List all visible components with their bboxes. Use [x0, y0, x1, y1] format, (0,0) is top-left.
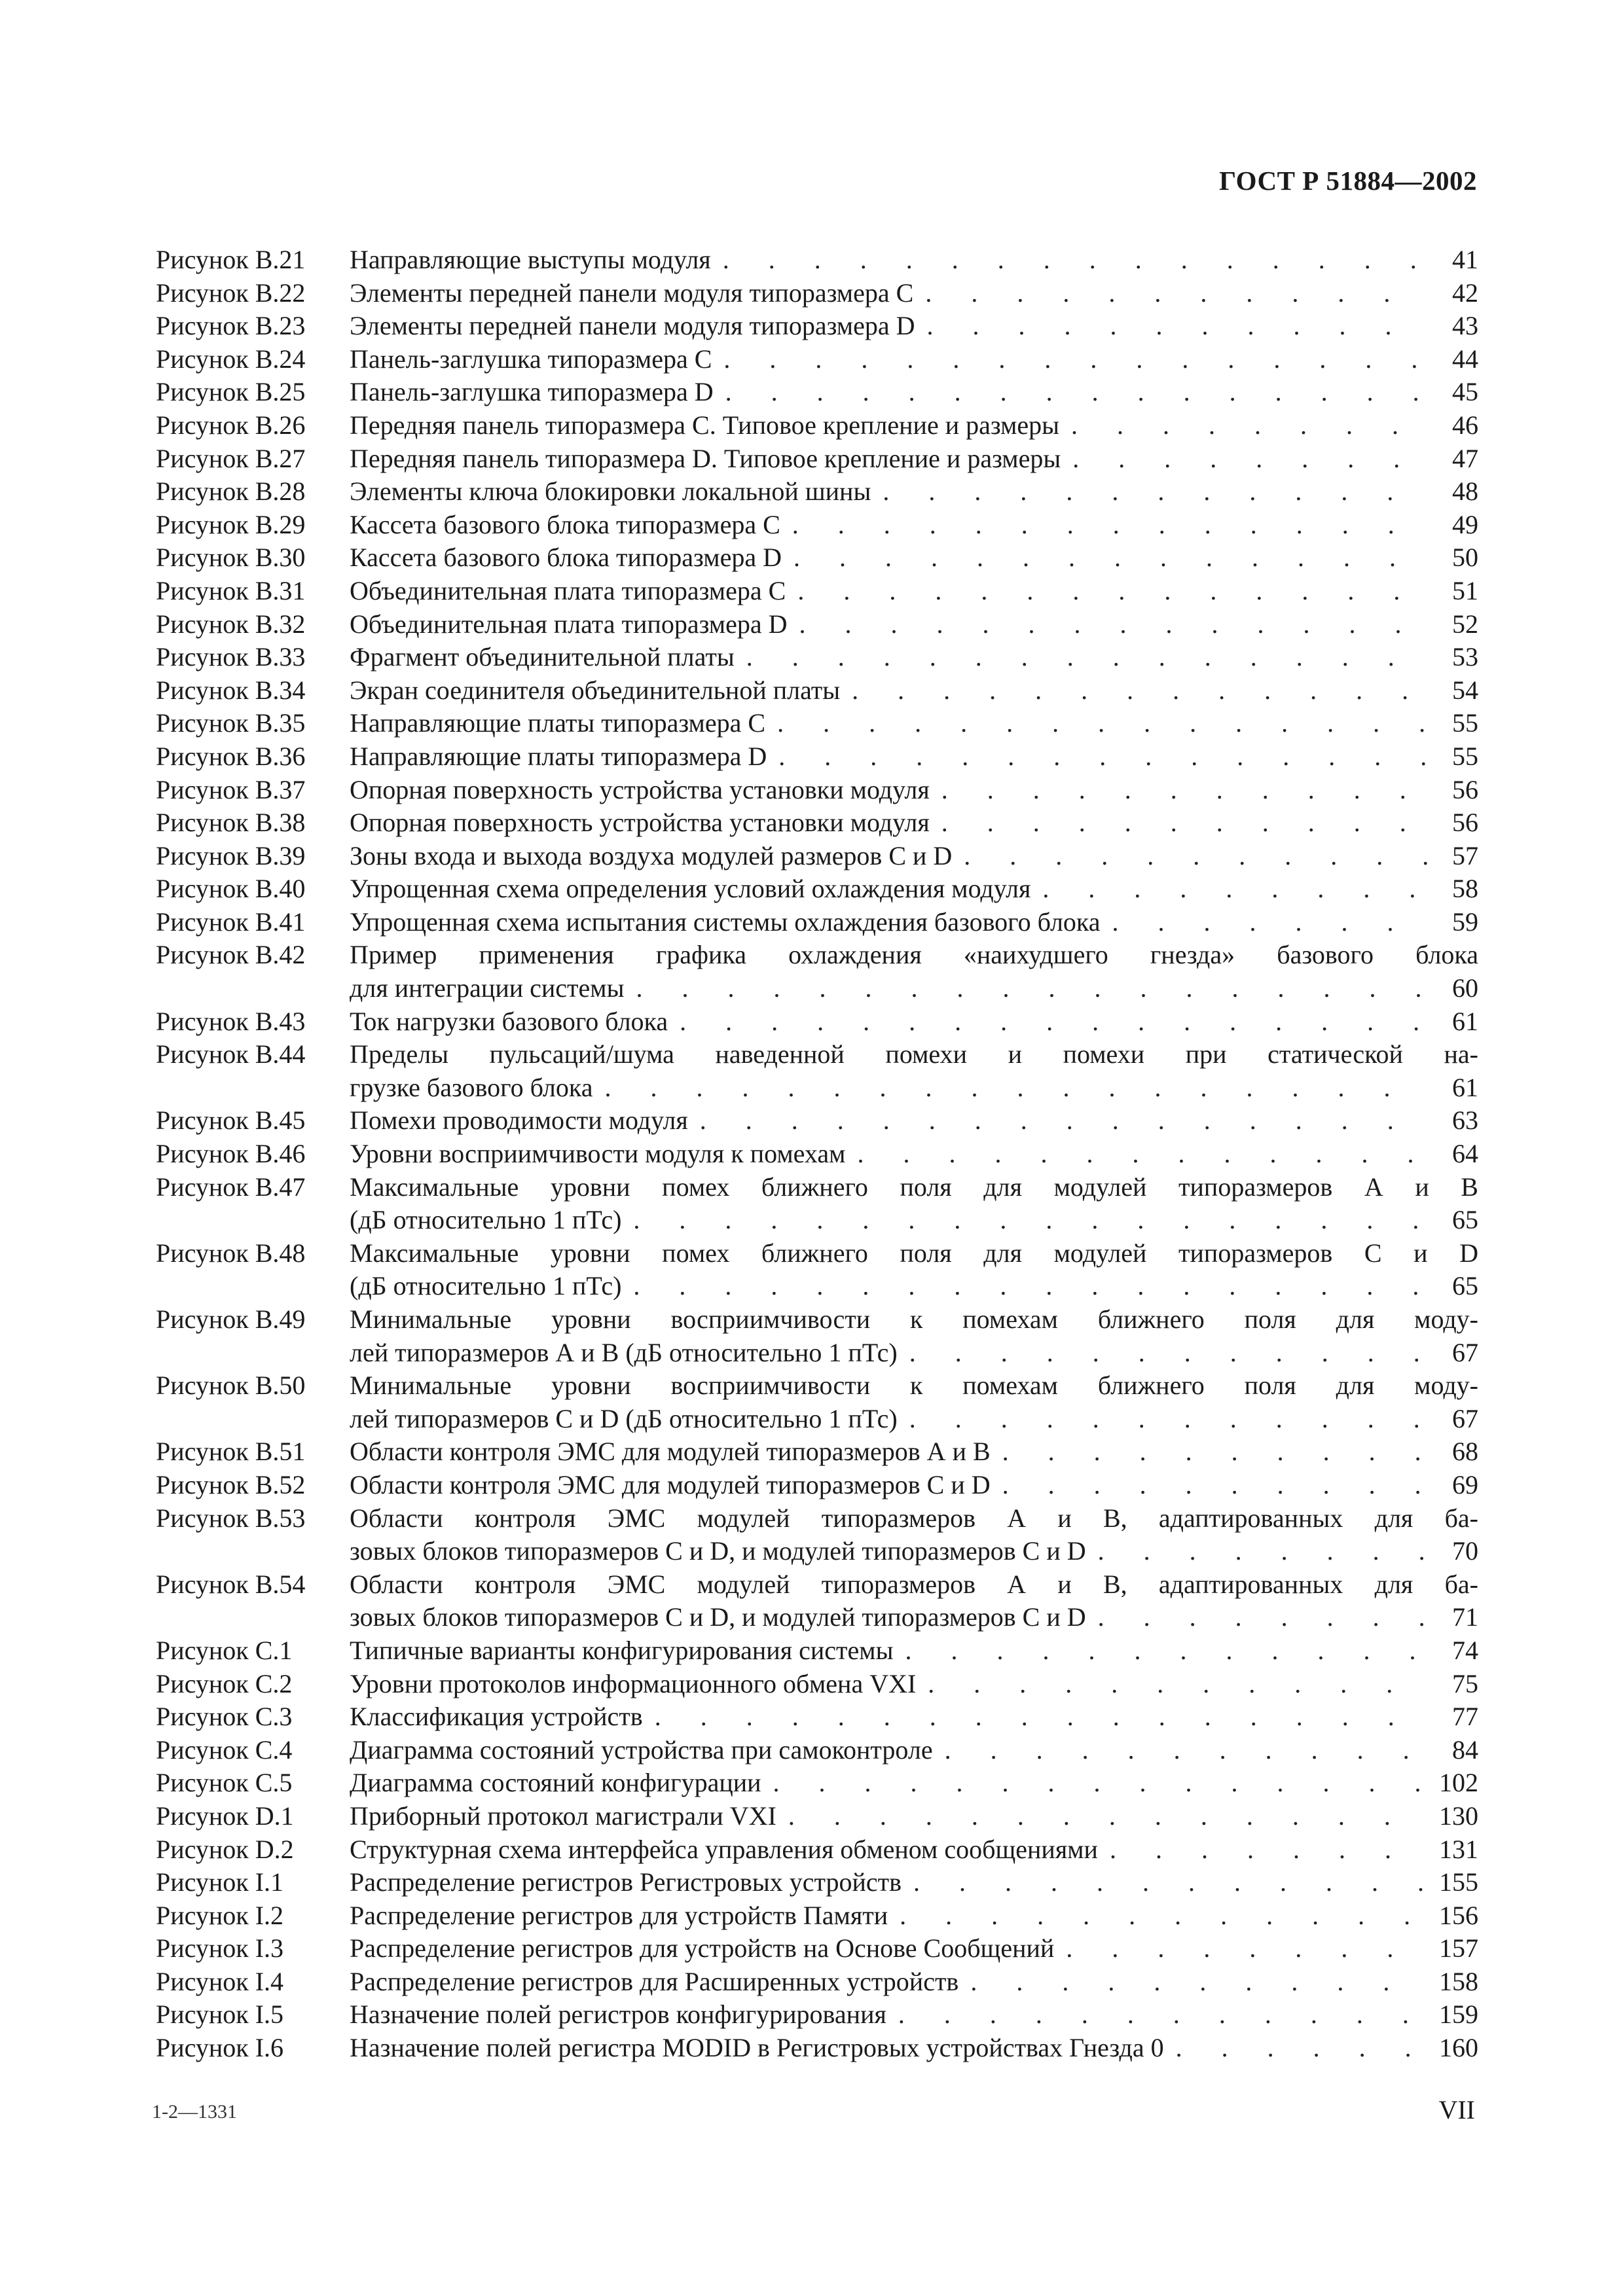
dot-leader: [735, 641, 1431, 674]
caption-line: зовых блоков типоразмеров С и D, и модулей типоразмеров С и D: [350, 1536, 1086, 1566]
caption-line: Уровни восприимчивости модуля к помехам: [350, 1139, 846, 1169]
caption-line: Структурная схема интерфейса управления обменом сообщениями: [350, 1834, 1098, 1864]
page-ref: 159: [1439, 2000, 1478, 2030]
dot-leader: [1054, 1932, 1430, 1965]
page-ref: 158: [1439, 1966, 1478, 1996]
figure-label: Рисунок В.21: [156, 245, 306, 274]
figure-label: Рисунок С.5: [156, 1768, 293, 1798]
caption-line: Пример применения графика охлаждения «наихудшего гнезда» базового блока: [350, 940, 1478, 970]
dot-leader: [898, 1336, 1431, 1370]
caption-line: Опорная поверхность устройства установки модуля: [350, 774, 930, 804]
figure-label: Рисунок В.45: [156, 1105, 306, 1136]
dot-leader: [643, 1700, 1431, 1734]
page-ref: 67: [1452, 1403, 1478, 1433]
dot-leader: [952, 840, 1431, 873]
page-ref: 102: [1439, 1768, 1478, 1798]
page-ref: 59: [1452, 906, 1478, 937]
figure-caption: [350, 277, 1478, 310]
dot-leader: [761, 1767, 1430, 1800]
figure-label: Рисунок В.26: [156, 410, 306, 440]
caption-line: зовых блоков типоразмеров С и D, и модулей типоразмеров С и D: [350, 1602, 1086, 1632]
toc-entry: [156, 1899, 1478, 1933]
toc-entry: [156, 806, 1478, 840]
figure-caption: [350, 1038, 1478, 1104]
caption-line: Экран соединителя объединительной платы: [350, 675, 841, 705]
toc-entry: [156, 1932, 1478, 1965]
caption-line: Диаграмма состояний устройства при самоконтроле: [350, 1734, 933, 1765]
dot-leader: [1061, 442, 1431, 476]
caption-line: Ток нагрузки базового блока: [350, 1006, 668, 1036]
caption-line: Назначение полей регистров конфигурирования: [350, 2000, 886, 2030]
figure-caption: [350, 641, 1478, 674]
toc-entry: [156, 939, 1478, 1005]
figure-caption: [350, 1303, 1478, 1369]
dot-leader: [1086, 1601, 1431, 1634]
caption-line: Панель-заглушка типоразмера С: [350, 344, 712, 374]
page-ref: 53: [1452, 642, 1478, 672]
page-ref: 160: [1439, 2033, 1478, 2063]
print-code: 1-2—1331: [152, 2101, 237, 2123]
dot-leader: [930, 774, 1431, 807]
caption-line: Распределение регистров Регистровых устройств: [350, 1867, 902, 1897]
figure-label: Рисунок В.42: [156, 940, 306, 970]
toc-entry: [156, 1005, 1478, 1039]
caption-line: Распределение регистров для устройств на Основе Сообщений: [350, 1933, 1055, 1964]
toc-entry: [156, 277, 1478, 310]
caption-line: Элементы передней панели модуля типоразмера D: [350, 311, 915, 341]
figure-caption: [350, 707, 1478, 740]
figure-caption: [350, 509, 1478, 542]
figure-label: Рисунок D.1: [156, 1801, 294, 1831]
figure-label: Рисунок В.51: [156, 1437, 306, 1467]
figure-label: Рисунок В.41: [156, 906, 306, 937]
caption-line: Области контроля ЭМС модулей типоразмеров А и В, адаптированных для ба-: [350, 1503, 1478, 1533]
figure-label: Рисунок В.52: [156, 1469, 306, 1499]
figure-caption: [350, 376, 1478, 409]
caption-line: Объединительная плата типоразмера D: [350, 609, 788, 639]
dot-leader: [1059, 409, 1431, 442]
dot-leader: [913, 277, 1431, 310]
dot-leader: [688, 1104, 1431, 1138]
figure-label: Рисунок С.4: [156, 1734, 293, 1765]
caption-line: Пределы пульсаций/шума наведенной помехи и помехи при статической на-: [350, 1039, 1478, 1069]
figure-caption: [350, 1005, 1478, 1039]
dot-leader: [1086, 1535, 1431, 1568]
dot-leader: [788, 608, 1431, 641]
figure-caption: [350, 1634, 1478, 1668]
figure-caption: [350, 872, 1478, 906]
figure-label: Рисунок В.24: [156, 344, 306, 374]
toc-entry: [156, 1965, 1478, 1999]
figure-caption: [350, 840, 1478, 873]
figure-label: Рисунок В.30: [156, 543, 306, 573]
toc-entry: [156, 1369, 1478, 1435]
caption-line: Максимальные уровни помех ближнего поля для модулей типоразмеров С и D: [350, 1238, 1478, 1268]
toc-entry: [156, 1303, 1478, 1369]
dot-leader: [915, 310, 1431, 343]
caption-line: Объединительная плата типоразмера С: [350, 575, 786, 605]
dot-leader: [1100, 906, 1431, 939]
caption-line: Направляющие платы типоразмера D: [350, 741, 767, 771]
page-ref: 50: [1452, 543, 1478, 573]
toc-entry: [156, 840, 1478, 873]
page-ref: 43: [1452, 311, 1478, 341]
caption-line: Распределение регистров для устройств Памяти: [350, 1900, 888, 1930]
dot-leader: [767, 740, 1431, 774]
caption-line: Классификация устройств: [350, 1702, 643, 1732]
dot-leader: [621, 1270, 1431, 1303]
toc-entry: [156, 674, 1478, 708]
figure-caption: [350, 1700, 1478, 1734]
figure-caption: [350, 2032, 1478, 2065]
toc-entry: [156, 509, 1478, 542]
toc-entry: [156, 1469, 1478, 1502]
toc-entry: [156, 1767, 1478, 1800]
figure-caption: [350, 310, 1478, 343]
toc-entry: [156, 376, 1478, 409]
toc-entry: [156, 608, 1478, 641]
page-ref: 131: [1439, 1834, 1478, 1864]
figure-label: Рисунок В.47: [156, 1172, 306, 1202]
dot-leader: [871, 475, 1431, 509]
figure-caption: [350, 1932, 1478, 1965]
figure-label: Рисунок В.35: [156, 708, 306, 738]
dot-leader: [711, 243, 1431, 277]
page-ref: 49: [1452, 509, 1478, 539]
figure-label: Рисунок В.29: [156, 509, 306, 539]
dot-leader: [714, 376, 1431, 409]
page-ref: 130: [1439, 1801, 1478, 1831]
figure-label: Рисунок В.54: [156, 1569, 306, 1599]
page-ref: 71: [1452, 1602, 1478, 1632]
figure-label: Рисунок I.5: [156, 2000, 284, 2030]
dot-leader: [991, 1469, 1431, 1502]
figure-caption: [350, 1237, 1478, 1303]
page-ref: 61: [1452, 1072, 1478, 1102]
figure-label: Рисунок В.36: [156, 741, 306, 771]
caption-line: грузке базового блока: [350, 1072, 593, 1102]
caption-line: Диаграмма состояний конфигурации: [350, 1768, 761, 1798]
figure-caption: [350, 674, 1478, 708]
dot-leader: [886, 1998, 1430, 2032]
figure-label: Рисунок В.22: [156, 278, 306, 308]
page-ref: 54: [1452, 675, 1478, 705]
page-ref: 84: [1452, 1734, 1478, 1765]
figure-caption: [350, 243, 1478, 277]
figure-caption: [350, 343, 1478, 376]
figure-label: Рисунок С.1: [156, 1635, 293, 1665]
figure-caption: [350, 442, 1478, 476]
caption-line: Элементы передней панели модуля типоразмера С: [350, 278, 914, 308]
caption-line: Типичные варианты конфигурирования системы: [350, 1635, 894, 1665]
page-ref: 65: [1452, 1205, 1478, 1235]
toc-entry: [156, 1171, 1478, 1237]
dot-leader: [1164, 2032, 1430, 2065]
caption-line: Кассета базового блока типоразмера D: [350, 543, 782, 573]
caption-line: Передняя панель типоразмера D. Типовое крепление и размеры: [350, 443, 1061, 473]
toc-entry: [156, 1734, 1478, 1767]
toc-entry: [156, 872, 1478, 906]
caption-line: Упрощенная схема определения условий охлаждения модуля: [350, 874, 1031, 904]
caption-line: для интеграции системы: [350, 973, 625, 1003]
toc-entry: [156, 707, 1478, 740]
caption-line: Элементы ключа блокировки локальной шины: [350, 476, 871, 507]
page-ref: 69: [1452, 1469, 1478, 1499]
page-ref: 45: [1452, 377, 1478, 407]
dot-leader: [776, 1800, 1430, 1833]
toc-entry: [156, 343, 1478, 376]
caption-line: Кассета базового блока типоразмера С: [350, 509, 780, 539]
dot-leader: [786, 575, 1431, 608]
figure-caption: [350, 740, 1478, 774]
toc-entry: [156, 1800, 1478, 1833]
page-ref: 52: [1452, 609, 1478, 639]
caption-line: Области контроля ЭМС для модулей типоразмеров А и В: [350, 1437, 991, 1467]
figure-caption: [350, 939, 1478, 1005]
caption-line: Помехи проводимости модуля: [350, 1105, 688, 1136]
figure-label: Рисунок В.27: [156, 443, 306, 473]
page-ref: 44: [1452, 344, 1478, 374]
figure-label: Рисунок В.31: [156, 575, 306, 605]
toc-entry: [156, 906, 1478, 939]
dot-leader: [840, 674, 1431, 708]
toc-entry: [156, 1833, 1478, 1867]
page-ref: 51: [1452, 575, 1478, 605]
figure-label: Рисунок В.49: [156, 1304, 306, 1334]
dot-leader: [958, 1965, 1430, 1999]
page-ref: 56: [1452, 774, 1478, 804]
figure-caption: [350, 1833, 1478, 1867]
dot-leader: [916, 1668, 1431, 1701]
figure-label: Рисунок I.2: [156, 1900, 284, 1930]
toc-entry: [156, 1668, 1478, 1701]
toc-entry: [156, 1568, 1478, 1634]
page-ref: 75: [1452, 1668, 1478, 1698]
page-ref: 64: [1452, 1139, 1478, 1169]
figure-caption: [350, 1866, 1478, 1899]
toc-entry: [156, 575, 1478, 608]
figure-label: Рисунок В.38: [156, 808, 306, 838]
figure-caption: [350, 409, 1478, 442]
figure-label: Рисунок В.39: [156, 840, 306, 870]
caption-line: Направляющие выступы модуля: [350, 245, 711, 274]
figure-label: Рисунок В.23: [156, 311, 306, 341]
figure-label: Рисунок В.43: [156, 1006, 306, 1036]
page-ref: 155: [1439, 1867, 1478, 1897]
caption-line: Области контроля ЭМС для модулей типоразмеров С и D: [350, 1469, 991, 1499]
caption-line: (дБ относительно 1 пТс): [350, 1271, 622, 1301]
page-ref: 58: [1452, 874, 1478, 904]
dot-leader: [1030, 872, 1431, 906]
caption-line: Назначение полей регистра MODID в Регистровых устройствах Гнезда 0: [350, 2033, 1164, 2063]
dot-leader: [991, 1435, 1431, 1469]
figure-caption: [350, 1104, 1478, 1138]
dot-leader: [933, 1734, 1431, 1767]
figure-caption: [350, 774, 1478, 807]
toc-entry: [156, 1700, 1478, 1734]
dot-leader: [930, 806, 1431, 840]
caption-line: лей типоразмеров А и В (дБ относительно 1 пТс): [350, 1337, 898, 1367]
page-ref: 55: [1452, 708, 1478, 738]
page-ref: 41: [1452, 245, 1478, 274]
figure-caption: [350, 1767, 1478, 1800]
toc-entry: [156, 1038, 1478, 1104]
page-ref: 77: [1452, 1702, 1478, 1732]
document-header: ГОСТ Р 51884—2002: [1219, 166, 1477, 196]
figure-label: Рисунок В.32: [156, 609, 306, 639]
page-ref: 61: [1452, 1006, 1478, 1036]
page-ref: 67: [1452, 1337, 1478, 1367]
figure-label: Рисунок В.53: [156, 1503, 306, 1533]
toc-entry: [156, 409, 1478, 442]
figure-caption: [350, 1502, 1478, 1568]
toc-entry: [156, 1866, 1478, 1899]
figure-label: Рисунок В.44: [156, 1039, 306, 1069]
figure-caption: [350, 1369, 1478, 1435]
figure-label: Рисунок В.46: [156, 1139, 306, 1169]
dot-leader: [898, 1403, 1431, 1436]
caption-line: Зоны входа и выхода воздуха модулей размеров С и D: [350, 840, 953, 870]
dot-leader: [712, 343, 1431, 376]
figure-caption: [350, 1899, 1478, 1933]
figure-label: Рисунок В.28: [156, 476, 306, 507]
figure-label: Рисунок В.34: [156, 675, 306, 705]
toc-entry: [156, 774, 1478, 807]
toc-entry: [156, 1435, 1478, 1469]
dot-leader: [888, 1899, 1430, 1933]
caption-line: Фрагмент объединительной платы: [350, 642, 735, 672]
figure-label: Рисунок С.3: [156, 1702, 293, 1732]
page-ref: 42: [1452, 278, 1478, 308]
figure-label: Рисунок В.50: [156, 1371, 306, 1401]
figure-caption: [350, 1668, 1478, 1701]
caption-line: Минимальные уровни восприимчивости к помехам ближнего поля для моду-: [350, 1304, 1478, 1334]
toc-entry: [156, 442, 1478, 476]
page-ref: 57: [1452, 840, 1478, 870]
dot-leader: [621, 1204, 1431, 1237]
toc-entry: [156, 310, 1478, 343]
dot-leader: [668, 1005, 1431, 1039]
dot-leader: [782, 541, 1431, 575]
dot-leader: [845, 1138, 1431, 1171]
figure-label: Рисунок В.37: [156, 774, 306, 804]
toc-entry: [156, 740, 1478, 774]
dot-leader: [893, 1634, 1431, 1668]
figure-label: Рисунок D.2: [156, 1834, 294, 1864]
caption-line: Максимальные уровни помех ближнего поля для модулей типоразмеров А и В: [350, 1172, 1478, 1202]
figure-caption: [350, 1998, 1478, 2032]
figure-caption: [350, 541, 1478, 575]
figure-caption: [350, 806, 1478, 840]
page-ref: 65: [1452, 1271, 1478, 1301]
caption-line: (дБ относительно 1 пТс): [350, 1205, 622, 1235]
page-ref: 68: [1452, 1437, 1478, 1467]
toc-entry: [156, 1502, 1478, 1568]
caption-line: Упрощенная схема испытания системы охлаждения базового блока: [350, 906, 1101, 937]
caption-line: Приборный протокол магистрали VXI: [350, 1801, 776, 1831]
figure-caption: [350, 575, 1478, 608]
page-ref: 48: [1452, 476, 1478, 507]
toc-entry: [156, 2032, 1478, 2065]
figure-caption: [350, 1138, 1478, 1171]
toc-entry: [156, 243, 1478, 277]
toc-entry: [156, 1634, 1478, 1668]
toc-entry: [156, 1138, 1478, 1171]
toc-entry: [156, 1998, 1478, 2032]
caption-line: Распределение регистров для Расширенных устройств: [350, 1966, 959, 1996]
figure-label: Рисунок В.40: [156, 874, 306, 904]
caption-line: Области контроля ЭМС модулей типоразмеров А и В, адаптированных для ба-: [350, 1569, 1478, 1599]
dot-leader: [780, 509, 1431, 542]
page-ref: 56: [1452, 808, 1478, 838]
caption-line: Минимальные уровни восприимчивости к помехам ближнего поля для моду-: [350, 1371, 1478, 1401]
caption-line: Опорная поверхность устройства установки модуля: [350, 808, 930, 838]
figure-label: Рисунок С.2: [156, 1668, 293, 1698]
toc-entry: [156, 1237, 1478, 1303]
page-ref: 47: [1452, 443, 1478, 473]
figure-label: Рисунок I.6: [156, 2033, 284, 2063]
dot-leader: [1098, 1833, 1430, 1867]
page-ref: 46: [1452, 410, 1478, 440]
figure-caption: [350, 608, 1478, 641]
toc-entry: [156, 641, 1478, 674]
page-ref: 55: [1452, 741, 1478, 771]
page-ref: 157: [1439, 1933, 1478, 1964]
page-ref: 74: [1452, 1635, 1478, 1665]
figure-caption: [350, 1171, 1478, 1237]
toc-entry: [156, 475, 1478, 509]
figure-caption: [350, 1435, 1478, 1469]
page-number: VII: [1438, 2095, 1475, 2125]
figure-label: Рисунок I.3: [156, 1933, 284, 1964]
dot-leader: [593, 1071, 1431, 1105]
figure-caption: [350, 1800, 1478, 1833]
figure-caption: [350, 1734, 1478, 1767]
page-ref: 70: [1452, 1536, 1478, 1566]
page-ref: 60: [1452, 973, 1478, 1003]
toc-entry: [156, 1104, 1478, 1138]
caption-line: Передняя панель типоразмера С. Типовое крепление и размеры: [350, 410, 1060, 440]
figure-caption: [350, 475, 1478, 509]
caption-line: Направляющие платы типоразмера С: [350, 708, 766, 738]
caption-line: Панель-заглушка типоразмера D: [350, 377, 714, 407]
figure-label: Рисунок В.48: [156, 1238, 306, 1268]
figure-caption: [350, 1965, 1478, 1999]
figure-label: Рисунок I.1: [156, 1867, 284, 1897]
toc-entry: [156, 541, 1478, 575]
caption-line: лей типоразмеров С и D (дБ относительно 1 пТс): [350, 1403, 898, 1433]
page-ref: 63: [1452, 1105, 1478, 1136]
figure-caption: [350, 1469, 1478, 1502]
list-of-figures: [156, 243, 1478, 2065]
dot-leader: [902, 1866, 1430, 1899]
figure-caption: [350, 1568, 1478, 1634]
caption-line: Уровни протоколов информационного обмена VXI: [350, 1668, 917, 1698]
figure-label: Рисунок В.25: [156, 377, 306, 407]
figure-label: Рисунок В.33: [156, 642, 306, 672]
dot-leader: [624, 972, 1431, 1005]
figure-label: Рисунок I.4: [156, 1966, 284, 1996]
page-ref: 156: [1439, 1900, 1478, 1930]
figure-caption: [350, 906, 1478, 939]
dot-leader: [765, 707, 1431, 740]
